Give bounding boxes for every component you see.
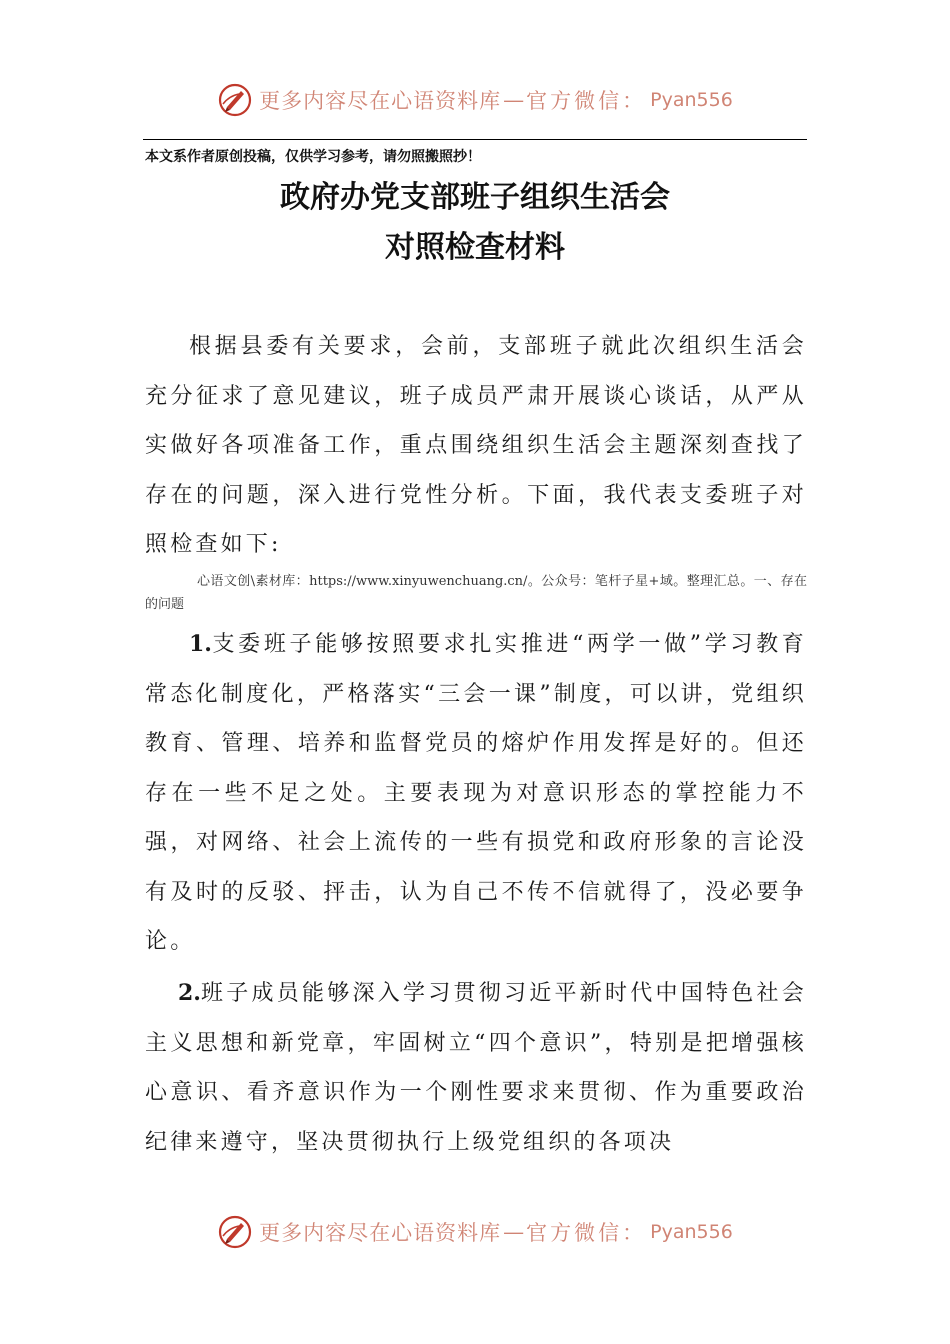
intro-paragraph: 根据县委有关要求，会前，支部班子就此次组织生活会充分征求了意见建议，班子成员严肃开展谈心谈话，从严从实做好各项准备工作，重点围绕组织生活会主题深刻查找了存在的问题，深入进行党性分析。下面，我代表支委班子对照检查如下:: [145, 334, 807, 557]
banner-wechat-label: 官方微信：: [526, 89, 647, 113]
banner-text: 更多内容尽在心语资料库: [259, 89, 502, 113]
pen-logo-icon: [217, 1214, 253, 1250]
footer-banner: [0, 1210, 950, 1254]
item-text-1: 支委班子能够按照要求扎实推进“两学一做”学习教育常态化制度化，严格落实“三会一课”制度，可以讲，党组织教育、管理、培养和监督党员的熔炉作用发挥是好的。但还存在一些不足之处。主要表现为对意识形态的掌控能力不强，对网络、社会上流传的一些有损党和政府形象的言论没有及时的反驳、抨击，认为自己不传不信就得了，没必要争论。: [145, 632, 807, 954]
item-paragraph-1: [145, 620, 807, 967]
pen-logo-icon: [217, 82, 253, 118]
source-note: 心语文创\素材库：https://www.xinyuwenchuang.cn/。公众号：笔杆子星+域。整理汇总。一、存在的问题: [145, 574, 807, 612]
copyright-notice: 本文系作者原创投稿，仅供学习参考，请勿照搬照抄！: [145, 149, 481, 165]
banner-wechat-id: Pyan556: [650, 1221, 733, 1243]
banner-wechat-id: Pyan556: [650, 89, 733, 111]
banner-separator: —: [503, 1220, 525, 1244]
item-number-2: 2.: [178, 980, 201, 1006]
item-text-2: 班子成员能够深入学习贯彻习近平新时代中国特色社会主义思想和新党章，牢固树立“四个意识”，特别是把增强核心意识、看齐意识作为一个刚性要求来贯彻、作为重要政治纪律来遵守，坚决贯彻执行上级党组织的各项决: [145, 981, 807, 1155]
banner-text: 更多内容尽在心语资料库: [259, 1221, 502, 1245]
item-number-1: 1.: [189, 631, 212, 657]
document-title-line-2: 对照检查材料: [385, 230, 565, 265]
document-title-line-1: 政府办党支部班子组织生活会: [280, 180, 670, 215]
banner-separator: —: [503, 88, 525, 112]
header-banner: [0, 78, 950, 122]
item-paragraph-2: [145, 969, 807, 1167]
banner-wechat-label: 官方微信：: [526, 1221, 647, 1245]
header-rule: [143, 139, 807, 140]
